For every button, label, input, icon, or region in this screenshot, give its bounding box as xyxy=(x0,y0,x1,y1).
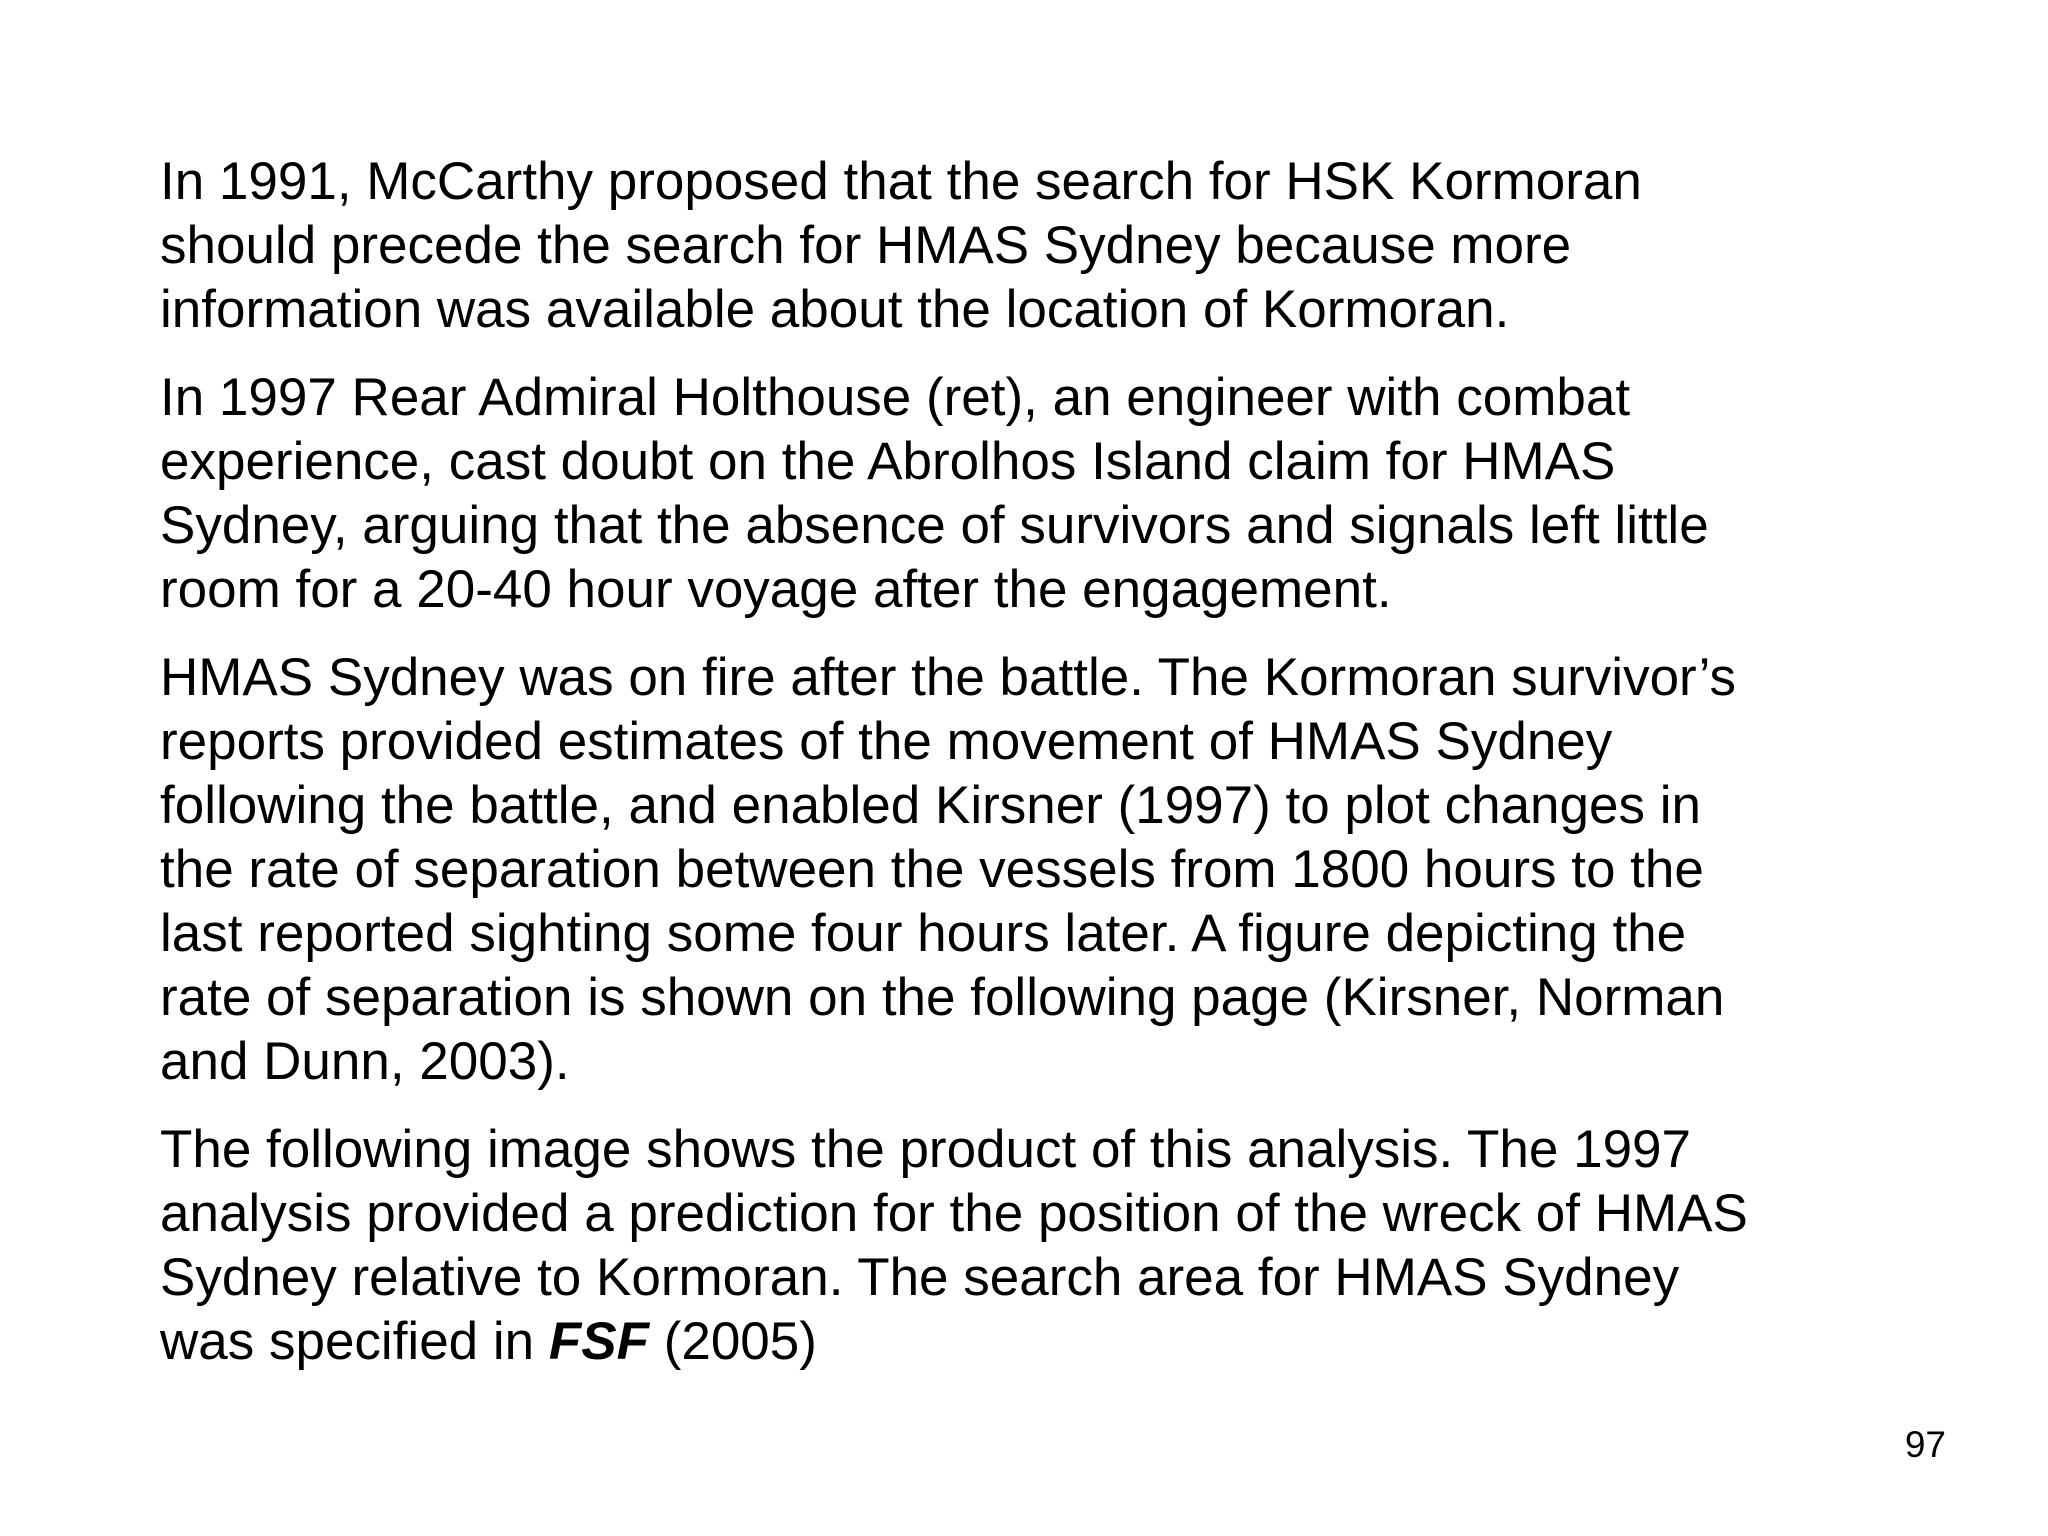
paragraph-4 xyxy=(160,1118,1920,1374)
page-number: 97 xyxy=(1904,1424,1946,1465)
fsf-emphasis: FSF xyxy=(548,1312,649,1371)
paragraph-1: In 1991, McCarthy proposed that the search for HSK Kormoran should precede the search for HMAS Sydney because more information was available about the location of Kormoran. xyxy=(160,152,1642,339)
paragraph-3: HMAS Sydney was on fire after the battle. The Kormoran survivor’s reports provided estimates of the movement of HMAS Sydney following the battle, and enabled Kirsner (1997) to plot changes in the rate of separation between the vessels from 1800 hours to the last reported sighting some four hours later. A figure depicting the rate of separation is shown on the following page (Kirsner, Norman and Dunn, 2003). xyxy=(160,648,1736,1091)
paragraph-4-text: The following image shows the product of this analysis. The 1997 analysis provided a prediction for the position of the wreck of HMAS Sydney relative to Kormoran. The search area for HMAS Sydney was specified in xyxy=(160,1120,1748,1371)
paragraph-2: In 1997 Rear Admiral Holthouse (ret), an engineer with combat experience, cast doubt on the Abrolhos Island claim for HMAS Sydney, arguing that the absence of survivors and signals left little room for a 20-40 hour voyage after the engagement. xyxy=(160,368,1709,619)
paragraph-4-year: (2005) xyxy=(648,1312,817,1371)
body-text xyxy=(160,150,1920,1398)
